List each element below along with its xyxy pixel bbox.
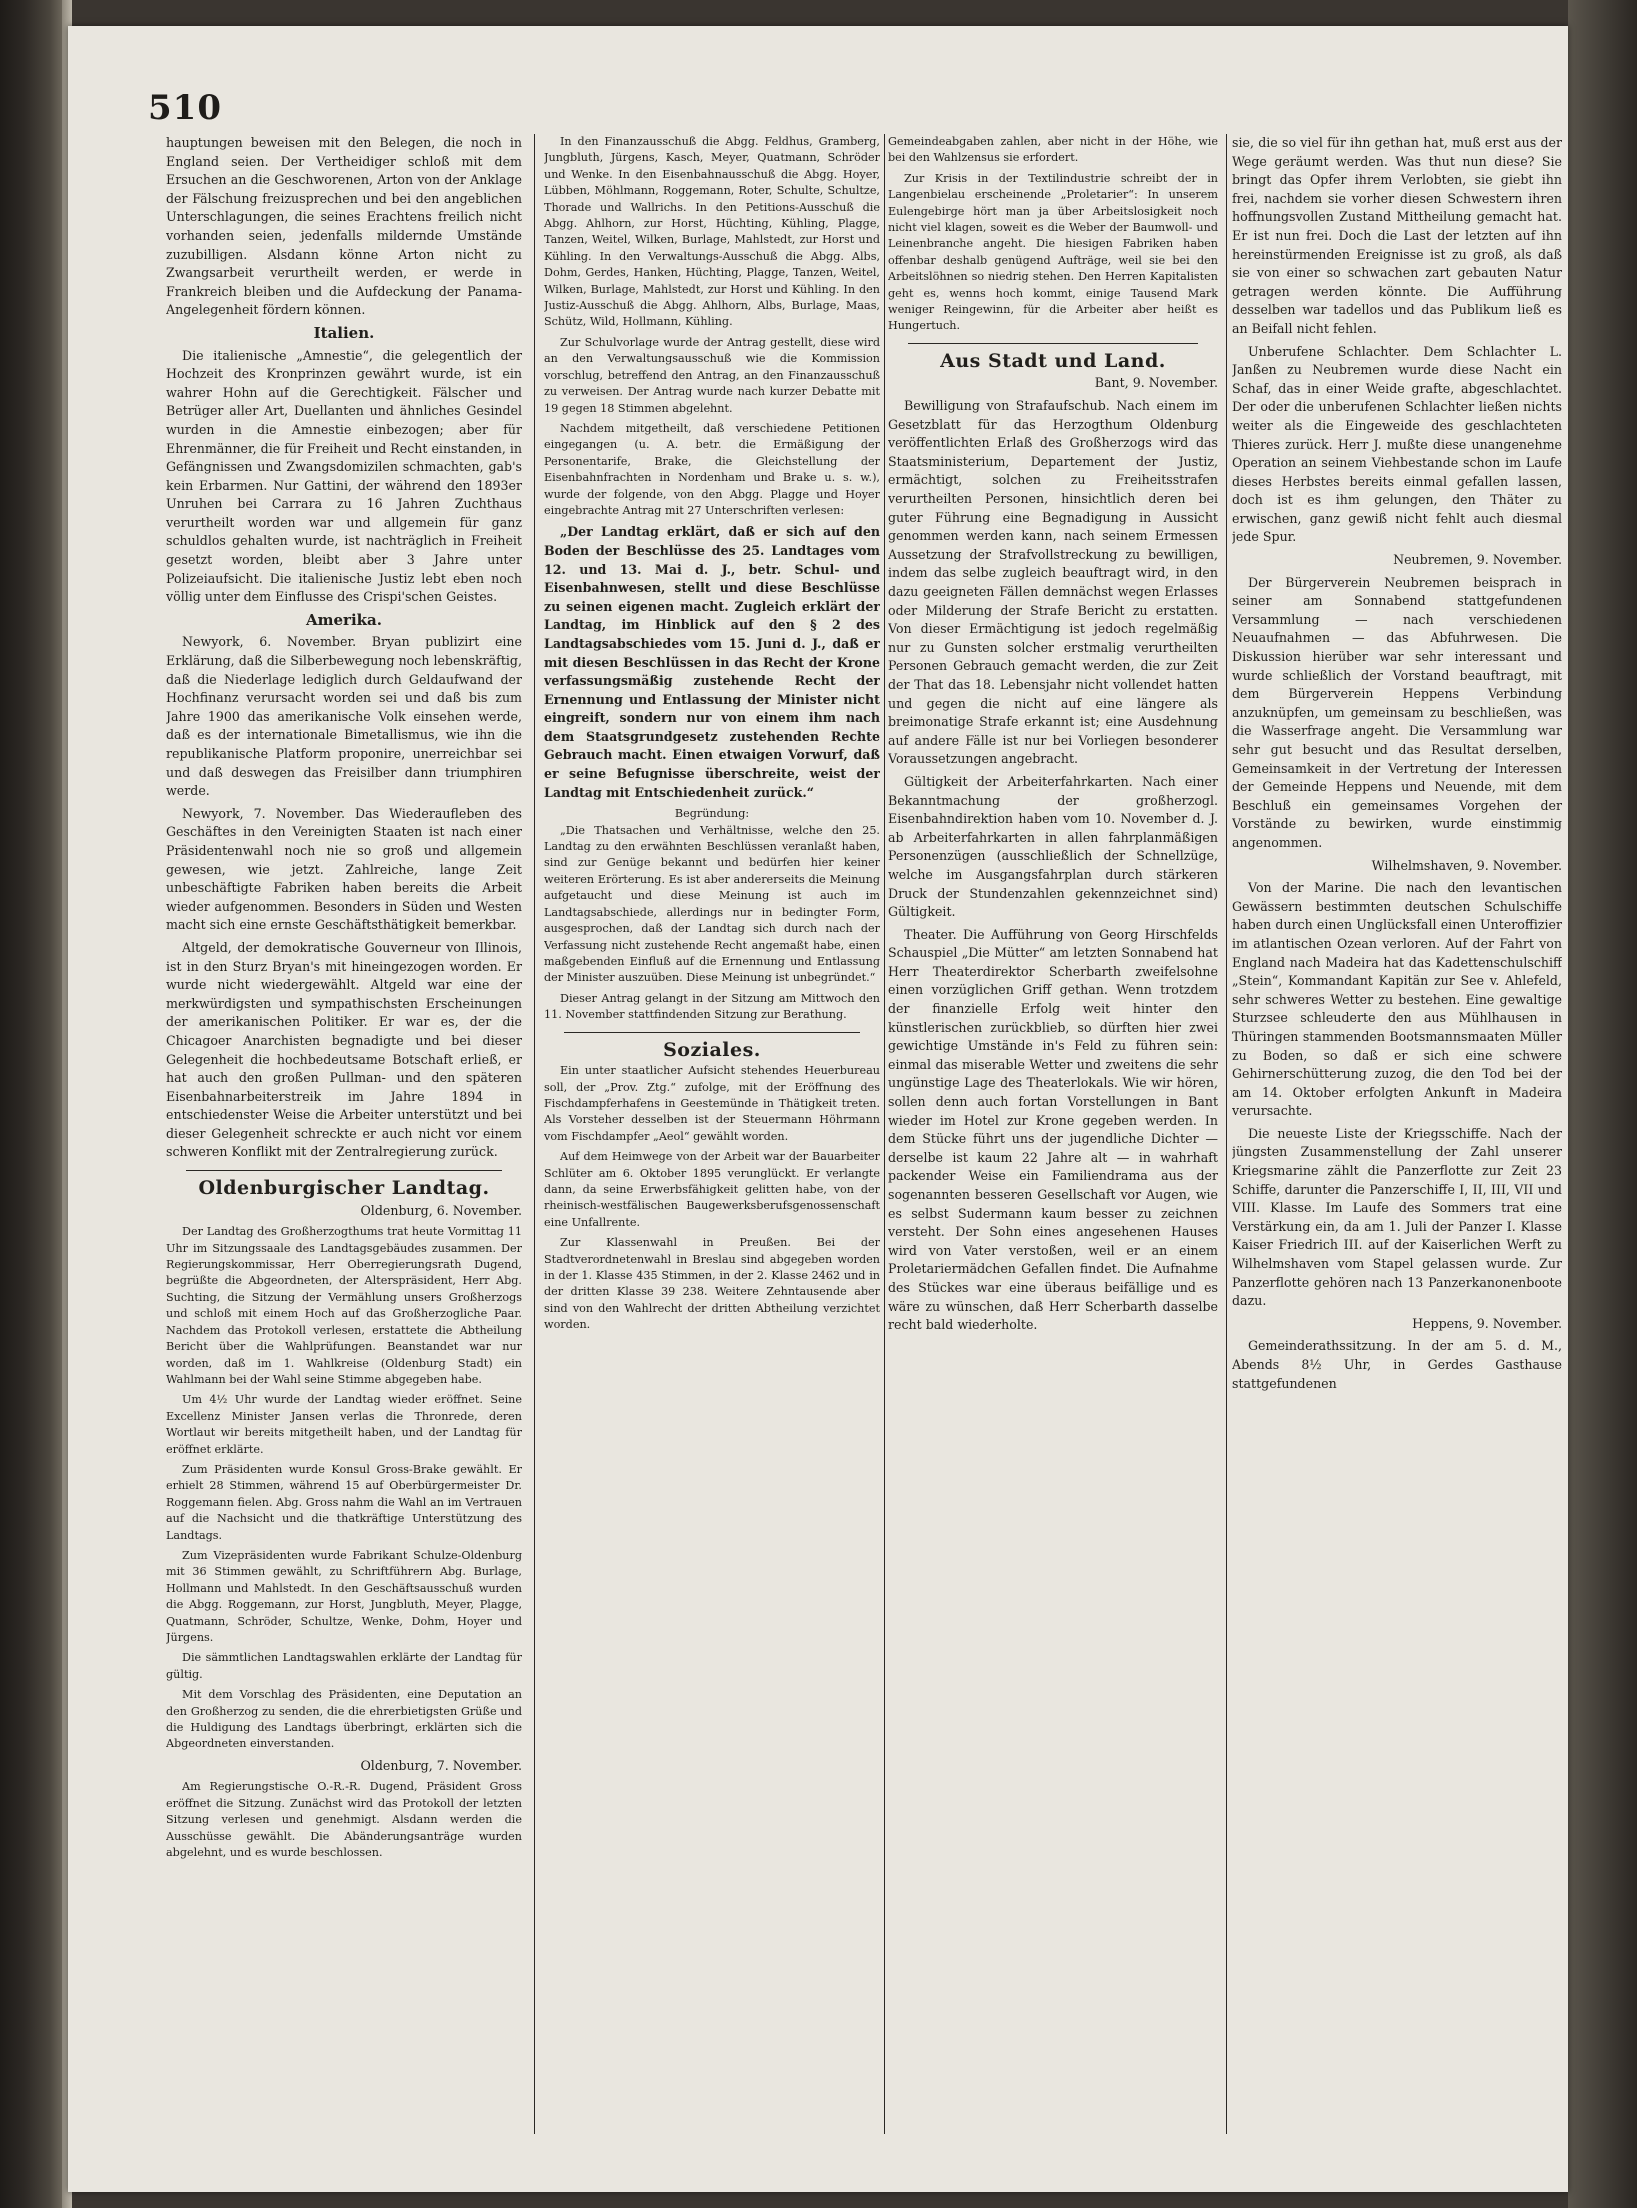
column-rule: [534, 134, 535, 2134]
article-text: Gültigkeit der Arbeiterfahrkarten. Nach einer Bekanntmachung der großherzogl. Eisenbahndirektion haben vom 10. November d. J. ab Arbeiterfahrkarten in allen fahrplanmäßigen Personenzügen (ausschließlich der Schnellzüge, welche im Ausgangsfahrplan durch stärkeren Druck der Stundenzahlen gekennzeichnet sind) Gültigkeit.: [888, 773, 1218, 920]
article-text: Theater. Die Aufführung von Georg Hirschfelds Schauspiel „Die Mütter“ am letzten Sonnabend hat Herr Theaterdirektor Scherbarth zweifelsohne einen vorzüglichen Griff gethan. Wenn trotzdem der finanzielle Erfolg weit hinter den künstlerischen zurückblieb, so dürften hier zwei gewichtige Umstände in's Feld zu führen sein: einmal das miserable Wetter und zweitens die sehr ungünstige Lage des Theaterlokals. Wie wir hören, sollen denn auch fortan Vorstellungen in Bant wieder im Hotel zur Krone gegeben werden. In dem Stücke führt uns der jugendliche Dichter — derselbe ist kaum 22 Jahre alt — in wahrhaft packender Weise ein Familiendrama aus der sogenannten besseren Gesellschaft vor Augen, wie es selbst Sudermann kaum besser zu zeichnen versteht. Der Sohn eines angesehenen Hauses wird von Vater verstoßen, weil er an einem Proletariermädchen Gefallen findet. Die Aufnahme des Stückes war eine überaus beifällige und es wäre zu wünschen, daß Herr Scherbarth dasselbe recht bald wiederholte.: [888, 926, 1218, 1333]
article-text: Unberufene Schlachter. Dem Schlachter L. Janßen zu Neubremen wurde diese Nacht ein Schaf, das in einer Weide grafte, abgeschlachtet. Der oder die unberufenen Schlachter ließen nichts weiter als die Eingeweide des geschlachteten Thieres zurück. Herr J. mußte diese unangenehme Operation an seinem Viehbestande schon im Laufe dieses Herbstes bereits einmal gefallen lassen, doch ist es ihm gelungen, den Thäter zu erwischen, ganz gewiß nicht fehlt auch diesmal jede Spur.: [1232, 343, 1562, 545]
article-text: Die sämmtlichen Landtagswahlen erklärte der Landtag für gültig.: [166, 1651, 522, 1681]
subheading: Begründung:: [674, 807, 750, 821]
article-text: Zum Vizepräsidenten wurde Fabrikant Schulze-Oldenburg mit 36 Stimmen gewählt, zu Schriftführern Abg. Burlage, Hollmann und Mahlstedt. In den Geschäftsausschuß wurden die Abgg. Roggemann, zur Horst, Jungbluth, Meyer, Plagge, Quatmann, Schröder, Schultze, Wenke, Dohm, Hoyer und Jürgens.: [166, 1548, 522, 1644]
article-text: Newyork, 7. November. Das Wiederaufleben des Geschäftes in den Vereinigten Staaten ist nach einer Präsidentenwahl noch nie so groß und allgemein gewesen, wie jetzt. Zahlreiche, lange Zeit unbeschäftigte Fabriken haben bereits die Arbeit wieder aufgenommen. Besonders in Süden und Westen macht sich eine ernste Geschäftsthätigkeit bemerkbar.: [166, 805, 522, 933]
right-shadow: [1568, 0, 1637, 2208]
divider: [908, 343, 1198, 344]
article-text: Zur Klassenwahl in Preußen. Bei der Stadtverordnetenwahl in Breslau sind abgegeben worden in der 1. Klasse 435 Stimmen, in der 2. Klasse 2462 und in der dritten Klasse 39 238. Weitere Zehntausende aber sind von den Wahlrecht der dritten Abtheilung verzichtet worden.: [544, 1236, 880, 1332]
article-text: Der Landtag des Großherzogthums trat heute Vormittag 11 Uhr im Sitzungssaale des Landtagsgebäudes zusammen. Der Regierungskommissar, Herr Oberregierungsrath Dugend, begrüßte die Abgeordneten, der Alterspräsident, Herr Abg. Suchting, die Sitzung der Vermählung unsers Großherzogs und schloß mit einem Hoch auf das Großherzogliche Paar. Nachdem das Protokoll verlesen, erstattete die Abtheilung Bericht über die Wahlprüfungen. Beanstandet war nur worden, daß im 1. Wahlkreise (Oldenburg Stadt) ein Wahlmann bei der Wahl seine Stimme abgegeben habe.: [166, 1225, 522, 1386]
section-heading: Amerika.: [306, 610, 382, 629]
article-text: Zur Krisis in der Textilindustrie schreibt der in Langenbielau erscheinende „Proletarier“: In unserem Eulengebirge hört man ja über Arbeitslosigkeit noch nicht viel klagen, soweit es die Weber der Baumwoll- und Leinenbranche angeht. Die hiesigen Fabriken haben offenbar deshalb genügend Aufträge, weil sie bei den Arbeitslöhnen so niedrig stehen. Den Herren Kapitalisten geht es, wenns hoch kommt, einige Tausend Mark weniger Reingewinn, für die Arbeiter aber heißt es Hungertuch.: [888, 171, 1218, 333]
divider: [564, 1032, 860, 1033]
article-text: sie, die so viel für ihn gethan hat, muß erst aus der Wege geräumt werden. Was thut nun diese? Sie bringt das Opfer ihrem Verlobten, sie giebt ihn frei, nachdem sie vorher diesen Schwestern ihren hoffnungsvollen Zustand Mittheilung gemacht hat. Er ist nun frei. Doch die Last der letzten auf ihn hereinstürmenden Ereignisse ist zu groß, als daß sie von einer so schwachen zart gebauten Natur getragen werden könnte. Die Aufführung desselben war tadellos und das Publikum ließ es an Beifall nicht fehlen.: [1232, 135, 1562, 336]
article-text: Auf dem Heimwege von der Arbeit war der Bauarbeiter Schlüter am 6. Oktober 1895 verunglückt. Er verlangte dann, da seine Erwerbsfähigkeit gelitten habe, von der rheinisch-westfälischen Baugewerksberufsgenossenschaft eine Unfallrente.: [544, 1150, 880, 1229]
article-text: Nachdem mitgetheilt, daß verschiedene Petitionen eingegangen (u. A. betr. die Ermäßigung der Personentarife, Brake, die Gleichstellung der Eisenbahnfrachten in Nordenham und Brake u. s. w.), wurde der folgende, von den Abgg. Plagge und Hoyer eingebrachte Antrag mit 27 Unterschriften verlesen:: [544, 421, 880, 517]
dateline: Oldenburg, 6. November.: [360, 1202, 522, 1218]
book-binding: [0, 0, 62, 2208]
motion-text: „Der Landtag erklärt, daß er sich auf den Boden der Beschlüsse des 25. Landtages vom 12. und 13. Mai d. J., betr. Schul- und Eisenbahnwesen, stellt und diese Beschlüsse zu seinen eigenen macht. Zugleich erklärt der Landtag, im Hinblick auf den § 2 des Landtagsabschiedes vom 15. Juni d. J., daß er mit diesen Beschlüssen in das Recht der Krone verfassungsmäßig zustehende Recht der Ernennung und Entlassung der Minister nicht eingreift, sondern nur von einem ihm nach dem Staatsgrundgesetz zustehenden Rechte Gebrauch macht. Einen etwaigen Vorwurf, daß er seine Befugnisse überschreite, weist der Landtag mit Entschiedenheit zurück.“: [544, 524, 880, 800]
dateline: Wilhelmshaven, 9. November.: [1371, 857, 1562, 873]
column-3: [888, 134, 1218, 2144]
article-text: Die italienische „Amnestie“, die gelegentlich der Hochzeit des Kronprinzen gewährt wurde, ist ein wahrer Hohn auf die Gerechtigkeit. Fälscher und Betrüger aller Art, Duellanten und ähnliches Gesindel wurden in die Amnestie einbezogen; aber für Ehrenmänner, die für Freiheit und Recht einstanden, in Gefängnissen und Zwangsdomizilen schmachten, gab's kein Erbarmen. Nur Gattini, der während den 1893er Unruhen bei Carrara zu 16 Jahren Zuchthaus verurtheilt worden war und allgemein für ganz schuldlos gehalten wurde, ist nachträglich in Freiheit gesetzt worden, bleibt aber 3 Jahre unter Polizeiaufsicht. Die italienische Justiz lebt eben noch völlig unter dem Einflusse des Crispi'schen Geistes.: [166, 347, 522, 605]
article-text: Gemeinderathssitzung. In der am 5. d. M., Abends 8½ Uhr, in Gerdes Gasthause stattgefundenen: [1232, 1338, 1562, 1391]
article-text: Gemeindeabgaben zahlen, aber nicht in der Höhe, wie bei den Wahlzensus sie erfordert.: [888, 135, 1218, 165]
article-text: In den Finanzausschuß die Abgg. Feldhus, Gramberg, Jungbluth, Jürgens, Kasch, Meyer, Quatmann, Schröder und Wenke. In den Eisenbahnausschuß die Abgg. Hoyer, Lübben, Möhlmann, Roggemann, Roter, Schulte, Schultze, Thorade und Wallrichs. In den Petitions-Ausschuß die Abgg. Ahlhorn, zur Horst, Hüchting, Kühling, Plagge, Tanzen, Weitel, Wilken, Burlage, Mahlstedt, zur Horst und Kühling. In den Verwaltungs-Ausschuß die Abgg. Albs, Dohm, Gerdes, Hanken, Hüchting, Plagge, Tanzen, Weitel, Wilken, Burlage, Mahlstedt, zur Horst und Kühling. In den Justiz-Ausschuß die Abgg. Ahlhorn, Albs, Burlage, Maas, Schütz, Wild, Hollmann, Kühling.: [544, 135, 880, 329]
article-text: Altgeld, der demokratische Gouverneur von Illinois, ist in den Sturz Bryan's mit hineingezogen worden. Er wurde nicht wiedergewählt. Altgeld war eine der merkwürdigsten und sympathischsten Erscheinungen der amerikanischen Politiker. Er war es, der die Chicagoer Anarchisten begnadigte und bei dieser Gelegenheit die hochbedeutsame Botschaft erließ, er hat auch den großen Pullman- und den späteren Eisenbahnarbeiterstreik im Jahre 1894 in entschiedenster Weise die Arbeiter unterstützt und bei dieser Gelegenheit schreckte er auch nicht vor einem schweren Konflikt mit der Zentralregierung zurück.: [166, 939, 522, 1160]
article-text: Die neueste Liste der Kriegsschiffe. Nach der jüngsten Zusammenstellung der Zahl unserer Kriegsmarine zählt die Panzerflotte zur Zeit 23 Schiffe, darunter die Panzerschiffe I, II, III, VII und VIII. Klasse. Im Laufe des Sommers trat eine Verstärkung ein, da am 1. Juli der Panzer I. Klasse Kaiser Friedrich III. auf der Kaiserlichen Werft zu Wilhelmshaven vom Stapel gelassen wurde. Zur Panzerflotte gehören nach 13 Panzerkanonenboote dazu.: [1232, 1125, 1562, 1309]
dateline: Neubremen, 9. November.: [1393, 552, 1562, 568]
article-text: Am Regierungstische O.-R.-R. Dugend, Präsident Gross eröffnet die Sitzung. Zunächst wird das Protokoll der letzten Sitzung verlesen und genehmigt. Alsdann werden die Ausschüsse gewählt. Die Abänderungsanträge wurden abgelehnt, und es wurde beschlossen.: [166, 1780, 522, 1860]
article-text: Zum Präsidenten wurde Konsul Gross-Brake gewählt. Er erhielt 28 Stimmen, während 15 auf Oberbürgermeister Dr. Roggemann fielen. Abg. Gross nahm die Wahl an im Vertrauen auf die Nachsicht und die thatkräftige Unterstützung des Landtags.: [166, 1462, 522, 1542]
section-heading: Soziales.: [663, 1038, 761, 1061]
article-text: „Die Thatsachen und Verhältnisse, welche den 25. Landtag zu den erwähnten Beschlüssen veranlaßt haben, sind zur Genüge bekannt und bedürfen hier keiner weiteren Erörterung. Es ist aber andererseits die Meinung aufgetaucht und diese Meinung ist auch im Landtagsabschiede, allerdings nur in bedingter Form, ausgesprochen, daß der Landtag sich durch nach der Verfassung nicht zustehende Recht angemaßt habe, einen maßgebenden Einfluß auf die Ernennung und Entlassung der Minister auszuüben. Diese Meinung ist unbegründet.“: [544, 823, 880, 985]
article-text: Bewilligung von Strafaufschub. Nach einem im Gesetzblatt für das Herzogthum Oldenburg veröffentlichten Erlaß des Großherzogs wird das Staatsministerium, Departement der Justiz, ermächtigt, solchen zu Freiheitsstrafen verurtheilten Personen, hinsichtlich deren bei guter Führung eine Begnadigung in Aussicht genommen werden kann, nach seinem Ermessen Aussetzung der Strafvollstreckung zu bewilligen, indem das selbe zugleich beauftragt wird, in den dazu geeigneten Fällen demnächst wegen Erlasses oder Milderung der Strafe Bericht zu erstatten. Von dieser Ermächtigung ist jedoch regelmäßig nur zu Gunsten solcher erstmalig verurtheilten Personen Gebrauch gemacht werden, die zur Zeit der That das 18. Lebensjahr nicht vollendet hatten und gegen die nicht auf eine längere als breimonatige Strafe erkannt ist; eine Ausdehnung auf andere Fälle ist nur bei Vorliegen besonderer Voraussetzungen angebracht.: [888, 398, 1218, 767]
section-heading: Oldenburgischer Landtag.: [198, 1177, 490, 1200]
article-text: Mit dem Vorschlag des Präsidenten, eine Deputation an den Großherzog zu senden, die die ehrerbietigsten Grüße und die Huldigung des Landtags überbringt, erklärten sich die Abgeordneten einverstanden.: [166, 1688, 522, 1751]
article-text: Zur Schulvorlage wurde der Antrag gestellt, diese wird an den Verwaltungsausschuß wie die Kommission vorschlug, betreffend den Antrag, an den Finanzausschuß zu verweisen. Der Antrag wurde nach kurzer Debatte mit 19 gegen 18 Stimmen abgelehnt.: [544, 335, 880, 415]
article-text: Der Bürgerverein Neubremen beisprach in seiner am Sonnabend stattgefundenen Versammlung — nach verschiedenen Neuaufnahmen — das Abfuhrwesen. Die Diskussion hierüber war sehr interessant und wurde schließlich der Vorstand beauftragt, mit dem Bürgerverein Heppens Verbindung anzuknüpfen, um gemeinsam zu beschließen, was die Wasserfrage angeht. Die Versammlung war sehr gut besucht und das Resultat derselben, Gemeinsamkeit in der Vertretung der Interessen der Gemeinde Heppens und Neuende, mit dem Beschluß ein gemeinsames Vorgehen der Vorstände zu bewirken, wurde einstimmig angenommen.: [1232, 574, 1562, 850]
dateline: Heppens, 9. November.: [1412, 1315, 1562, 1331]
column-rule: [1226, 134, 1227, 2134]
section-heading: Italien.: [313, 323, 375, 342]
article-text: Von der Marine. Die nach den levantischen Gewässern bestimmten deutschen Schulschiffe haben durch einen Unglücksfall einen Unteroffizier im atlantischen Ozean verloren. Auf der Fahrt von England nach Madeira hat das Kadettenschulschiff „Stein“, Kommandant Kapitän zur See v. Ahlefeld, sehr schweres Wetter zu bestehen. Eine gewaltige Sturzsee schleuderte den aus Mühlhausen in Thüringen stammenden Bootsmannsmaaten Müller zu Boden, so daß er sich eine schwere Gehirnerschütterung zuzog, die den Tod bei der am 14. Oktober erfolgten Ankunft in Madeira verursachte.: [1232, 880, 1562, 1119]
section-heading: Aus Stadt und Land.: [940, 349, 1166, 372]
page-number: 510: [148, 88, 222, 128]
article-text: Newyork, 6. November. Bryan publizirt eine Erklärung, daß die Silberbewegung noch lebenskräftig, daß die Niederlage lediglich durch Geldaufwand der Hochfinanz verursacht worden sei und daß bis zum Jahre 1900 das amerikanische Volk einsehen werde, daß es der internationale Bimetallismus, wie ihn die republikanische Platform proponire, unerreichbar sei und daß deswegen das Freisilber dann triumphiren werde.: [166, 634, 522, 799]
dateline: Oldenburg, 7. November.: [360, 1757, 522, 1773]
column-4: [1232, 134, 1562, 2144]
divider: [186, 1170, 502, 1171]
column-2: [544, 134, 880, 2144]
article-text: hauptungen beweisen mit den Belegen, die noch in England seien. Der Vertheidiger schloß mit dem Ersuchen an die Geschworenen, Arton von der Anklage der Fälschung freizusprechen und bei den angeblichen Unterschlagungen, die seines Erachtens freilich nicht vorhanden seien, jedenfalls mildernde Umstände zuzubilligen. Alsdann könne Arton nicht zu Zwangsarbeit verurtheilt werden, er werde in Frankreich bleiben und die Aufdeckung der Panama-Angelegenheit fördern können.: [166, 135, 522, 318]
dateline: Bant, 9. November.: [1094, 375, 1218, 391]
article-text: Dieser Antrag gelangt in der Sitzung am Mittwoch den 11. November stattfindenden Sitzung zur Berathung.: [544, 991, 880, 1022]
article-text: Ein unter staatlicher Aufsicht stehendes Heuerbureau soll, der „Prov. Ztg.“ zufolge, mit der Eröffnung des Fischdampferhafens in Geestemünde in Thätigkeit treten. Als Vorsteher desselben ist der Steuermann Höhrmann vom Fischdampfer „Aeol“ gewählt worden.: [544, 1064, 880, 1143]
column-rule: [884, 134, 885, 2134]
column-1: [166, 134, 522, 2144]
article-text: Um 4½ Uhr wurde der Landtag wieder eröffnet. Seine Excellenz Minister Jansen verlas die Thronrede, deren Wortlaut wir bereits mitgetheilt haben, und der Landtag für eröffnet erklärte.: [166, 1393, 522, 1456]
